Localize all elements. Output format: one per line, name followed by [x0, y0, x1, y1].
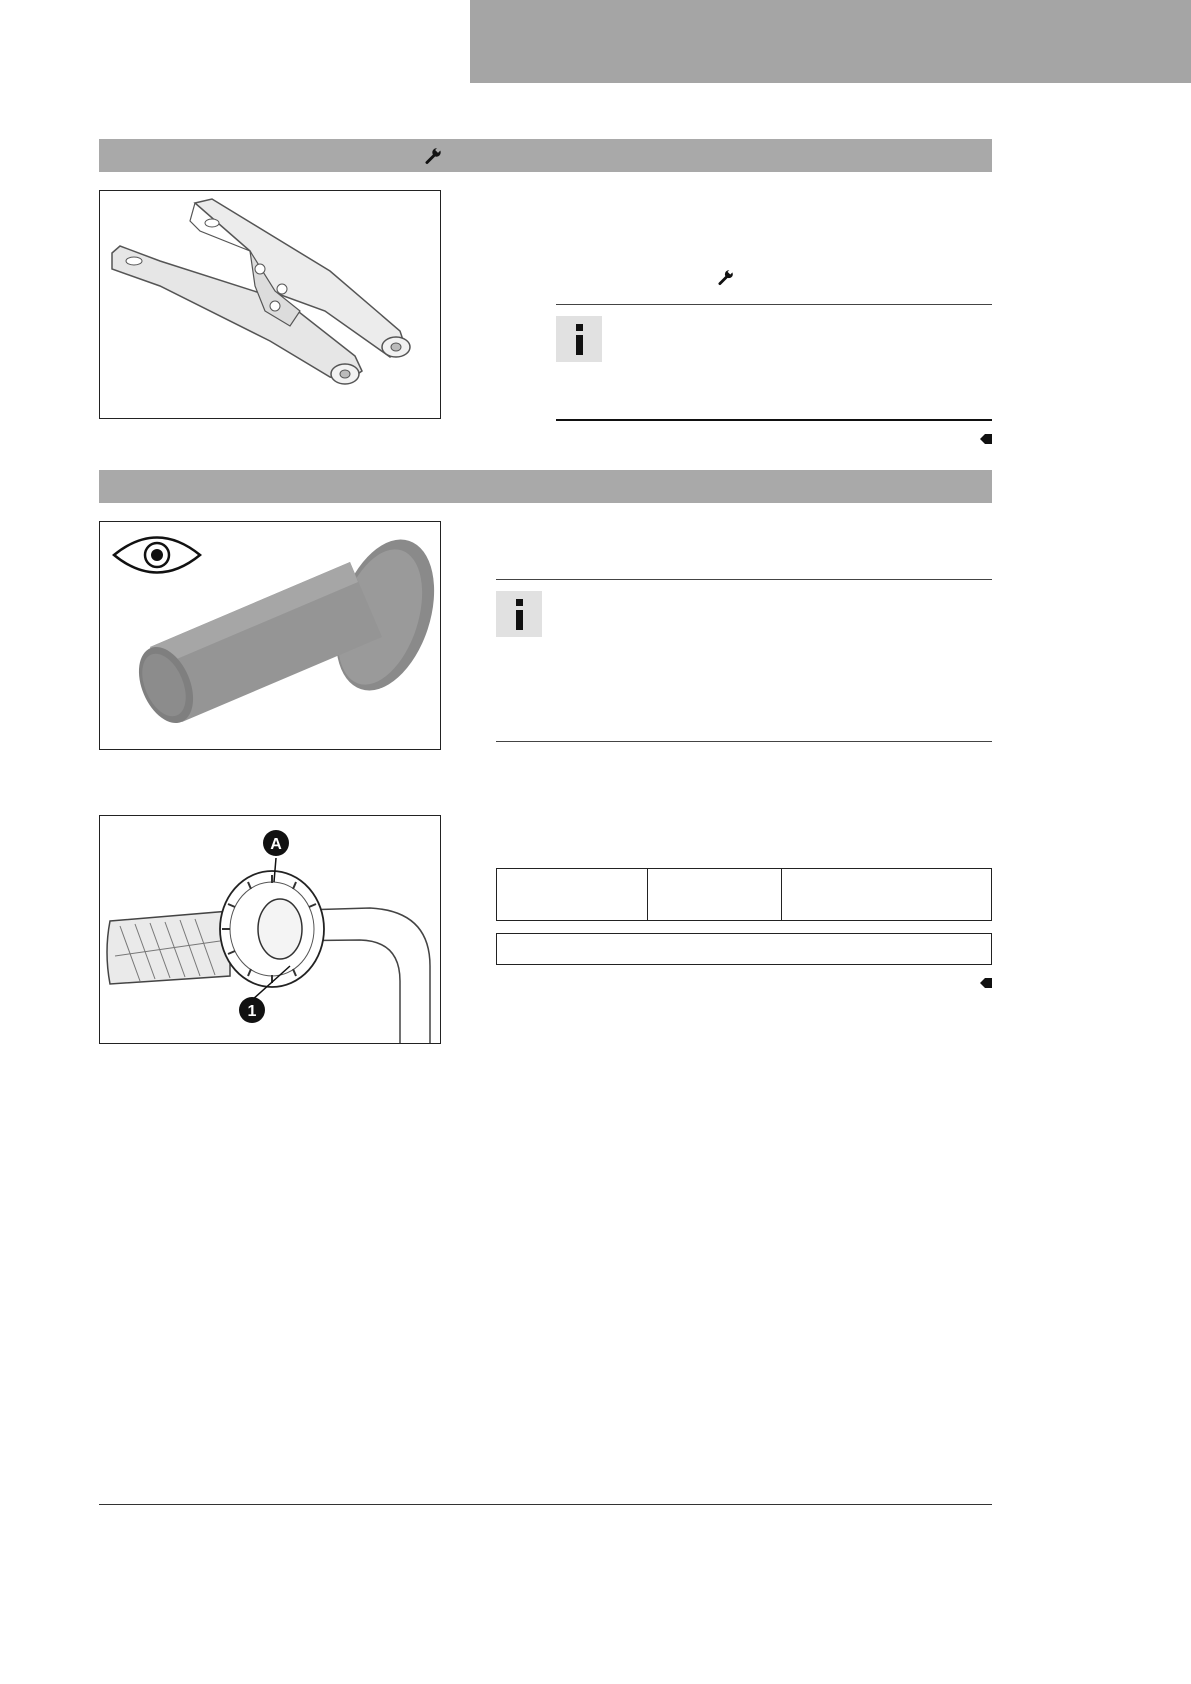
hand-grip-figure [99, 521, 441, 750]
hand-grip-illustration [100, 522, 441, 750]
callout-a: A [270, 836, 282, 853]
spec-table-cell [497, 934, 992, 965]
footer-rule [99, 1504, 992, 1505]
info-icon [556, 316, 602, 362]
info-icon [496, 591, 542, 637]
wrench-icon [718, 269, 735, 286]
section-bar-2 [99, 470, 992, 503]
note-bottom-rule [556, 419, 992, 421]
note-top-rule-2 [496, 579, 992, 580]
note-top-rule [556, 304, 992, 305]
header-band [470, 0, 1191, 83]
callout-1: 1 [247, 1003, 257, 1020]
spec-table-cell [648, 869, 782, 921]
spec-table [496, 868, 992, 921]
end-of-section-arrow-icon [980, 433, 992, 445]
eye-icon [114, 538, 200, 573]
swingarm-illustration [100, 191, 441, 419]
spec-table-cell [497, 869, 648, 921]
end-of-section-arrow-icon [980, 977, 992, 989]
spec-table-cell [782, 869, 992, 921]
wrench-icon [425, 147, 443, 165]
section-bar-1 [99, 139, 992, 172]
grip-detail-figure [99, 815, 441, 1044]
grip-marking-detail-illustration [100, 816, 441, 1044]
note-bottom-rule-2 [496, 741, 992, 742]
spec-table-footer [496, 933, 992, 965]
swingarm-figure [99, 190, 441, 419]
